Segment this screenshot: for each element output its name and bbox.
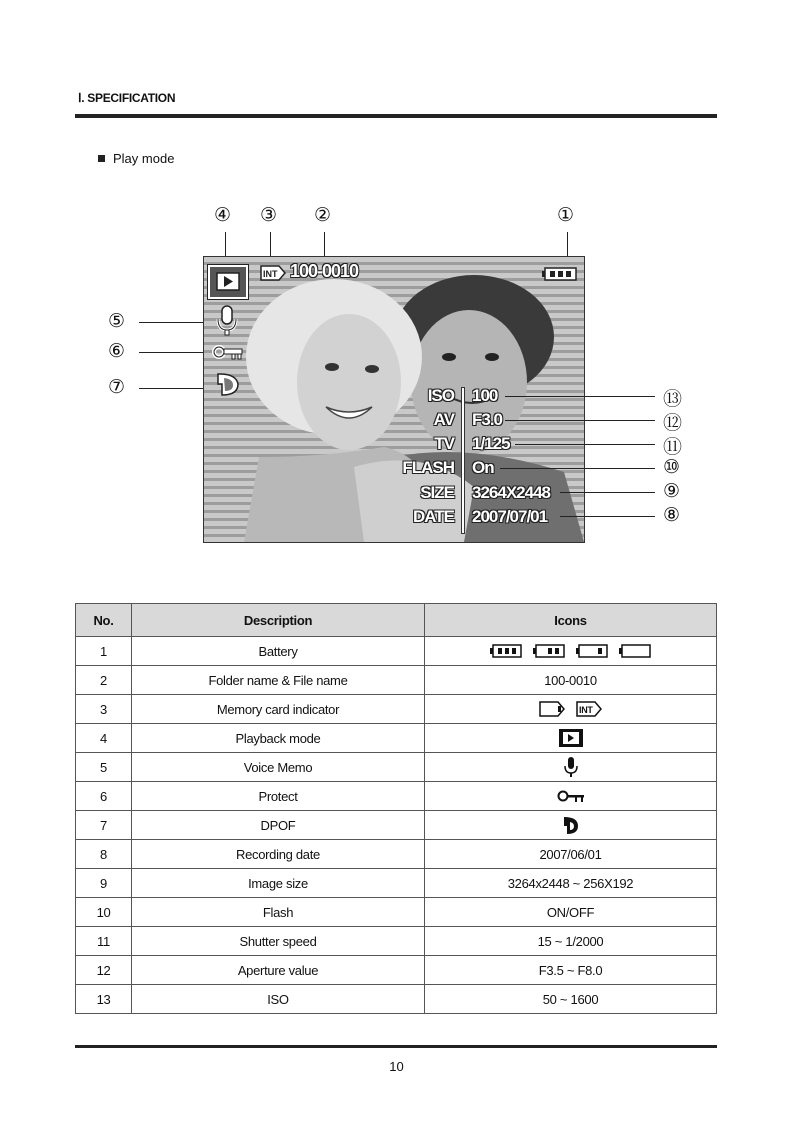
cell-icons [425,637,717,666]
callout-line-12 [505,420,655,421]
section-title [98,151,174,166]
cell-no: 13 [76,985,132,1014]
cell-icons: 50 ~ 1600 [425,985,717,1014]
osd-label-flash: FLASH [402,458,454,477]
battery-two-thirds-icon [533,643,565,659]
callout-line-13 [505,396,655,397]
internal-memory-icon [576,701,602,717]
playback-icon [559,729,583,747]
battery-full-icon [490,643,522,659]
page-header: Ⅰ. SPECIFICATION [78,91,176,105]
cell-no: 5 [76,753,132,782]
osd-divider [462,388,464,533]
table-row [76,840,717,869]
table-row [76,898,717,927]
microphone-icon [563,756,579,778]
callout-9: ⑨ [663,480,681,502]
cell-desc: Image size [132,869,425,898]
table-row [76,753,717,782]
battery-empty-icon [619,643,651,659]
cell-no: 12 [76,956,132,985]
osd-label-av: AV [433,410,454,429]
cell-icons: 100-0010 [425,666,717,695]
header-rule [75,114,717,118]
callout-2: ② [314,204,332,226]
cell-no: 9 [76,869,132,898]
cell-icons: F3.5 ~ F8.0 [425,956,717,985]
callout-line-8 [560,516,655,517]
cell-desc: ISO [132,985,425,1014]
callout-12: ⑫ [663,412,683,434]
table-row [76,811,717,840]
cell-no: 7 [76,811,132,840]
cell-desc: Recording date [132,840,425,869]
col-header-no: No. [76,604,132,637]
cell-icons [425,811,717,840]
osd-value-av: F3.0 [472,410,503,429]
protect-key-icon [212,344,244,360]
camera-lcd-preview [203,256,585,543]
osd-value-date: 2007/07/01 [472,507,548,526]
cell-desc: Voice Memo [132,753,425,782]
cell-icons [425,753,717,782]
cell-desc: Memory card indicator [132,695,425,724]
cell-icons: 2007/06/01 [425,840,717,869]
playback-mode-icon [208,265,248,299]
callout-line-11 [515,444,655,445]
key-icon [557,790,585,804]
bullet-square-icon [98,155,105,162]
callout-7: ⑦ [108,376,126,398]
table-row [76,695,717,724]
dpof-icon [562,815,580,835]
svg-text:INT: INT [263,269,278,279]
battery-one-third-icon [576,643,608,659]
cell-desc: Shutter speed [132,927,425,956]
cell-desc: Folder name & File name [132,666,425,695]
cell-icons [425,782,717,811]
callout-11: ⑪ [663,436,683,458]
cell-icons: ON/OFF [425,898,717,927]
table-header-row [76,604,717,637]
dpof-icon [214,370,242,398]
callout-line-9 [560,492,655,493]
cell-icons [425,724,717,753]
osd-label-tv: TV [434,434,454,453]
cell-icons [425,695,717,724]
cell-desc: Aperture value [132,956,425,985]
table-row [76,985,717,1014]
cell-no: 10 [76,898,132,927]
callout-3: ③ [260,204,278,226]
table-row [76,927,717,956]
battery-icon [542,266,578,282]
cell-desc: Protect [132,782,425,811]
spec-table [75,603,717,1014]
cell-no: 11 [76,927,132,956]
callout-8: ⑧ [663,504,681,526]
cell-no: 4 [76,724,132,753]
cell-no: 6 [76,782,132,811]
col-header-icons: Icons [425,604,717,637]
section-title-text: Play mode [113,151,175,166]
page-number: 10 [389,1059,404,1074]
cell-desc: DPOF [132,811,425,840]
cell-desc: Battery [132,637,425,666]
callout-10: ⑩ [663,456,681,478]
file-name-display: 100-0010 [290,261,359,281]
osd-label-size: SIZE [420,483,454,502]
cell-desc: Playback mode [132,724,425,753]
callout-5: ⑤ [108,310,126,332]
cell-icons: 3264x2448 ~ 256X192 [425,869,717,898]
table-row [76,637,717,666]
callout-4: ④ [214,204,232,226]
osd-value-flash: On [472,458,494,477]
table-row [76,666,717,695]
voice-memo-icon [216,305,238,337]
svg-text:INT: INT [579,705,593,716]
cell-icons: 15 ~ 1/2000 [425,927,717,956]
callout-13: ⑬ [663,388,683,410]
osd-value-size: 3264X2448 [472,483,550,502]
callout-1: ① [557,204,575,226]
table-row [76,869,717,898]
memory-card-icon [539,701,565,717]
table-row [76,724,717,753]
table-row [76,782,717,811]
table-row [76,956,717,985]
footer-rule [75,1045,717,1048]
callout-line-10 [500,468,655,469]
cell-no: 2 [76,666,132,695]
osd-label-date: DATE [412,507,454,526]
osd-value-tv: 1/125 [472,434,510,453]
cell-desc: Flash [132,898,425,927]
cell-no: 1 [76,637,132,666]
cell-no: 3 [76,695,132,724]
osd-label-iso: ISO [427,386,454,405]
col-header-description: Description [132,604,425,637]
osd-value-iso: 100 [472,386,498,405]
cell-no: 8 [76,840,132,869]
memory-card-indicator-icon [260,265,286,281]
callout-6: ⑥ [108,340,126,362]
